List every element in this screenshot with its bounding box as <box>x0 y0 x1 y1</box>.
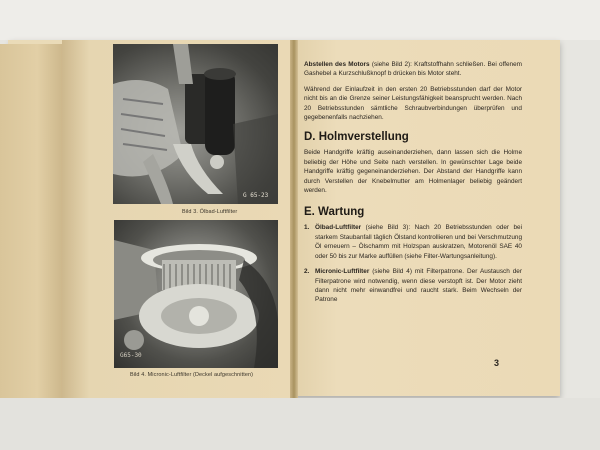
photo-oelbad-luftfilter <box>113 44 278 204</box>
section-e-heading: E. Wartung <box>304 206 365 219</box>
background-wall <box>0 0 600 40</box>
engine-illustration-1 <box>113 44 278 204</box>
list-item-text: (siehe Bild 4) mit Filterpatrone. Der Austausch der Filterpatrone wird notwendig, wenn diese verstopft ist. Der Motor zieht dann nicht mehr einwandfrei und raucht stark. Beim Wechseln der Patrone <box>315 268 522 304</box>
list-item-number: 1. <box>304 224 310 232</box>
caption-bild-3: Bild 3. Ölbad-Luftfilter <box>182 209 238 215</box>
list-item-text: (siehe Bild 3): Nach 20 Betriebsstunden oder bei starkem Staubanfall täglich Ölstand kontrollieren und bei Verschmutzung Öl erneuern – Ölschamm mit Holzspan auskratzen, Motorenöl SAE 40 oder 50 bis zur Marke auffüllen (siehe Filter-Wartungsanleitung). <box>315 224 523 260</box>
section-d-paragraph: Beide Handgriffe kräftig auseinanderziehen, dann lassen sich die Holme beliebig der Höhe und Seite nach verstellen. In gewünschter Lage beide Handgriffe kräftig gegeneinanderziehen. Der Abstand der Handgriffe kann durch Verstellen der Knebelmutter am Holmenlager beliebig geändert werden. <box>304 149 522 195</box>
list-item <box>304 223 522 261</box>
abstellen-title: Abstellen des Motors <box>304 61 370 68</box>
photo-code-2: G65-30 <box>120 352 142 359</box>
table-surface <box>0 398 600 450</box>
previous-page-edge <box>0 44 62 400</box>
list-item-number: 2. <box>304 268 310 276</box>
caption-bild-4: Bild 4. Micronic-Luftfilter (Deckel aufgeschnitten) <box>130 372 254 378</box>
list-item-title: Micronic-Luftfilter <box>315 268 370 276</box>
list-item-title: Ölbad-Luftfilter <box>315 224 362 232</box>
right-page-text <box>304 60 522 311</box>
page-gutter <box>290 40 298 398</box>
abstellen-paragraph <box>304 60 522 79</box>
photo-micronic-luftfilter <box>114 220 278 368</box>
engine-illustration-2 <box>114 220 278 368</box>
list-item <box>304 267 522 305</box>
photo-code-1: G 65-23 <box>243 192 269 199</box>
section-d-heading: D. Holmverstellung <box>304 131 409 144</box>
abstellen-text: (siehe Bild 2): Kraftstoffhahn schließen. Bei offenem Gashebel a Kurzschlußknopf b drücken bis Motor steht. <box>304 61 522 78</box>
einlaufzeit-paragraph: Während der Einlaufzeit in den ersten 20 Betriebsstunden darf der Motor nicht bis an die Grenze seiner Leistungsfähigkeit beansprucht werden. Nach 20 Betriebsstunden sämtliche Schraubverbindungen überprüfen und gegebenenfalls nachziehen. <box>304 85 522 122</box>
page-number: 3 <box>494 358 500 368</box>
